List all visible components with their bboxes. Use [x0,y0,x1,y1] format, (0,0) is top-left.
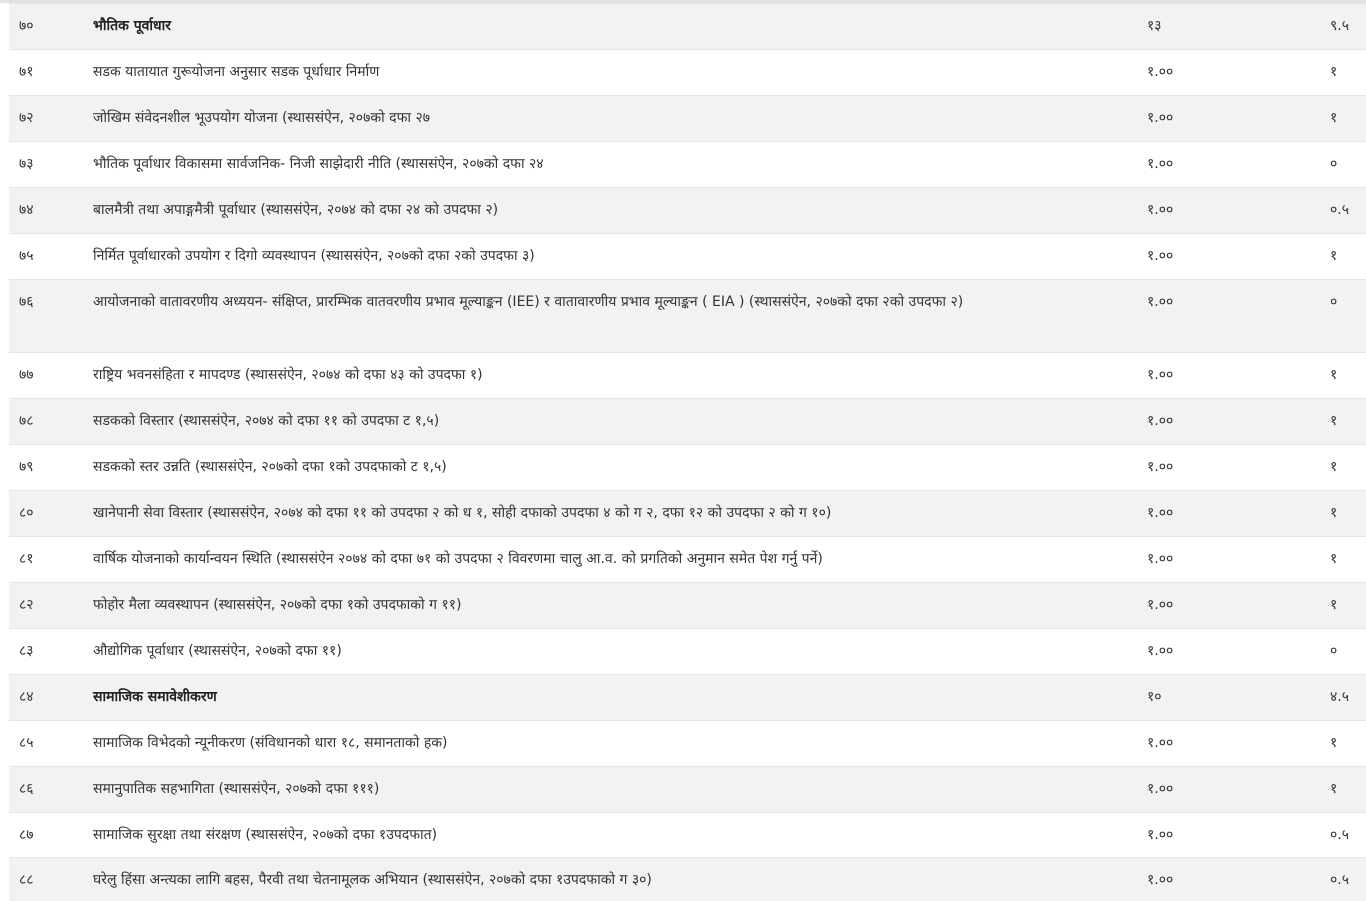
row-description: भौतिक पूर्वाधार [85,4,1139,50]
row-number: ७७ [9,353,85,399]
row-number: ७९ [9,445,85,491]
row-full-score: १.०० [1139,491,1322,537]
table-row [9,96,1366,142]
table-row [9,491,1366,537]
row-description: बालमैत्री तथा अपाङ्गमैत्री पूर्वाधार (स्थाससंऐन, २०७४ को दफा २४ को उपदफा २) [85,188,1139,234]
row-number: ७४ [9,188,85,234]
table-row [9,188,1366,234]
row-full-score: १.०० [1139,813,1322,858]
row-number: ८५ [9,721,85,767]
row-full-score: १.०० [1139,721,1322,767]
table-row [9,629,1366,675]
row-number: ८२ [9,583,85,629]
row-full-score: १.०० [1139,629,1322,675]
row-description: खानेपानी सेवा विस्तार (स्थाससंऐन, २०७४ को दफा ११ को उपदफा २ को ध १, सोही दफाको उपदफा ४ को ग २, दफा १२ को उपदफा २ को ग १०) [85,491,1139,537]
row-number: ७२ [9,96,85,142]
row-obtained-score: १ [1322,537,1366,583]
row-description: घरेलु हिंसा अन्त्यका लागि बहस, पैरवी तथा चेतनामूलक अभियान (स्थाससंऐन, २०७को दफा १उपदफाको ग ३०) [85,858,1139,901]
table-row [9,142,1366,188]
table-row [9,399,1366,445]
row-number: ८७ [9,813,85,858]
row-description: आयोजनाको वातावरणीय अध्ययन- संक्षिप्त, प्रारम्भिक वातवरणीय प्रभाव मूल्याङ्कन (IEE) र वातावारणीय प्रभाव मूल्याङ्कन ( EIA ) (स्थाससंऐन, २०७को दफा २को उपदफा २) [85,280,1139,353]
row-full-score: १.०० [1139,858,1322,901]
row-obtained-score: ० [1322,142,1366,188]
table-row [9,445,1366,491]
row-full-score: १.०० [1139,188,1322,234]
row-full-score: १३ [1139,4,1322,50]
row-obtained-score: ४.५ [1322,675,1366,721]
table-row [9,721,1366,767]
row-description: सडकको विस्तार (स्थाससंऐन, २०७४ को दफा ११ को उपदफा ट १,५) [85,399,1139,445]
table-row [9,537,1366,583]
row-number: ७५ [9,234,85,280]
row-description: सामाजिक समावेशीकरण [85,675,1139,721]
row-number: ७३ [9,142,85,188]
score-table-body [9,4,1366,901]
row-description: निर्मित पूर्वाधारको उपयोग र दिगो व्यवस्थापन (स्थाससंऐन, २०७को दफा २को उपदफा ३) [85,234,1139,280]
row-number: ७१ [9,50,85,96]
row-description: भौतिक पूर्वाधार विकासमा सार्वजनिक- निजी साझेदारी नीति (स्थाससंऐन, २०७को दफा २४ [85,142,1139,188]
row-obtained-score: १ [1322,767,1366,813]
row-obtained-score: १ [1322,399,1366,445]
row-obtained-score: १ [1322,491,1366,537]
row-number: ८० [9,491,85,537]
row-full-score: १.०० [1139,96,1322,142]
table-row [9,4,1366,50]
row-description: जोखिम संवेदनशील भूउपयोग योजना (स्थाससंऐन, २०७को दफा २७ [85,96,1139,142]
row-description: समानुपातिक सहभागिता (स्थाससंऐन, २०७को दफा १११) [85,767,1139,813]
row-full-score: १.०० [1139,142,1322,188]
table-row [9,583,1366,629]
row-description: सडकको स्तर उन्नति (स्थाससंऐन, २०७को दफा १को उपदफाको ट १,५) [85,445,1139,491]
row-full-score: १.०० [1139,767,1322,813]
table-row [9,767,1366,813]
table-row [9,353,1366,399]
row-full-score: १.०० [1139,280,1322,353]
row-full-score: १.०० [1139,353,1322,399]
row-obtained-score: १ [1322,445,1366,491]
row-obtained-score: १ [1322,583,1366,629]
row-number: ८४ [9,675,85,721]
row-number: ८१ [9,537,85,583]
row-number: ७६ [9,280,85,353]
row-description: सामाजिक विभेदको न्यूनीकरण (संविधानको धारा १८, समानताको हक) [85,721,1139,767]
table-row [9,813,1366,858]
row-description: औद्योगिक पूर्वाधार (स्थाससंऐन, २०७को दफा ११) [85,629,1139,675]
row-full-score: १० [1139,675,1322,721]
row-description: वार्षिक योजनाको कार्यान्वयन स्थिति (स्थाससंऐन २०७४ को दफा ७१ को उपदफा २ विवरणमा चालु आ.व. को प्रगतिको अनुमान समेत पेश गर्नु पर्ने) [85,537,1139,583]
row-description: सामाजिक सुरक्षा तथा संरक्षण (स्थाससंऐन, २०७को दफा १उपदफात) [85,813,1139,858]
row-description: सडक यातायात गुरूयोजना अनुसार सडक पूर्धाधार निर्माण [85,50,1139,96]
score-table [9,3,1366,901]
row-full-score: १.०० [1139,50,1322,96]
table-row [9,234,1366,280]
row-full-score: १.०० [1139,234,1322,280]
row-obtained-score: १ [1322,353,1366,399]
row-obtained-score: १ [1322,721,1366,767]
row-full-score: १.०० [1139,537,1322,583]
row-full-score: १.०० [1139,583,1322,629]
table-row [9,858,1366,901]
row-obtained-score: ०.५ [1322,188,1366,234]
row-obtained-score: १ [1322,50,1366,96]
row-obtained-score: १ [1322,96,1366,142]
row-obtained-score: ९.५ [1322,4,1366,50]
row-obtained-score: ०.५ [1322,813,1366,858]
row-full-score: १.०० [1139,399,1322,445]
row-full-score: १.०० [1139,445,1322,491]
table-row [9,280,1366,353]
row-obtained-score: ० [1322,629,1366,675]
row-number: ८३ [9,629,85,675]
row-description: राष्ट्रिय भवनसंहिता र मापदण्ड (स्थाससंऐन, २०७४ को दफा ४३ को उपदफा १) [85,353,1139,399]
row-number: ७० [9,4,85,50]
row-obtained-score: ० [1322,280,1366,353]
row-obtained-score: ०.५ [1322,858,1366,901]
table-row [9,675,1366,721]
row-number: ८८ [9,858,85,901]
row-obtained-score: १ [1322,234,1366,280]
row-number: ८६ [9,767,85,813]
row-description: फोहोर मैला व्यवस्थापन (स्थाससंऐन, २०७को दफा १को उपदफाको ग ११) [85,583,1139,629]
row-number: ७८ [9,399,85,445]
table-row [9,50,1366,96]
